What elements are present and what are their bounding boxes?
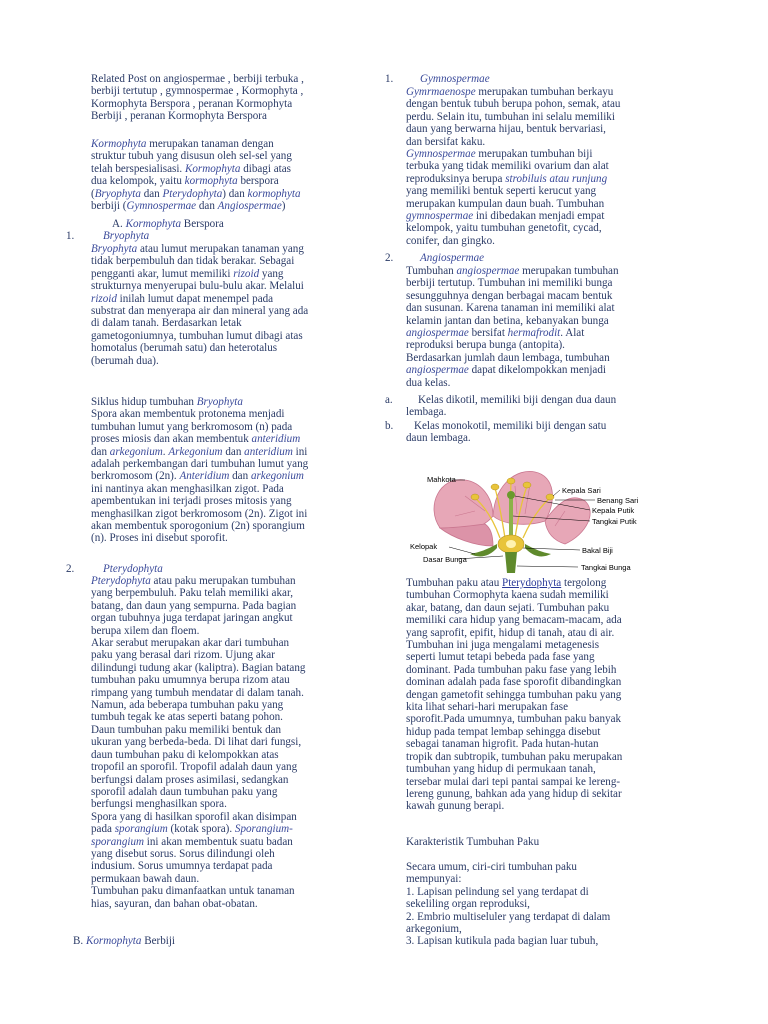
text: organ tubuhnya juga terdapat jaringan angkut <box>91 612 293 625</box>
text: sporofit.Pada umumnya, tumbuhan paku banyak <box>406 713 622 726</box>
text: Secara umum, ciri-ciri tumbuhan paku <box>406 861 577 873</box>
text: kawah gunung berapi. <box>406 800 505 813</box>
text: kita lihat sehari-hari merupakan fase <box>406 701 569 714</box>
stigma <box>507 491 515 499</box>
label-kelopak: Kelopak <box>410 542 438 551</box>
list-number: 2. <box>66 563 75 575</box>
text: Spora akan membentuk protonema menjadi <box>91 408 285 421</box>
sepal-right <box>525 544 551 556</box>
term: Bryophyta <box>91 243 138 255</box>
text: perdu. Selain itu, tumbuhan ini selalu memiliki <box>406 110 615 123</box>
text: yang berpembuluh. Paku telah memiliki akar, <box>91 587 293 600</box>
section-a-heading <box>112 218 224 230</box>
text: menghasilkan zigot berkromosom (2n). Zigot ini <box>91 507 308 520</box>
text: Berspora <box>181 218 224 230</box>
text: dengan gametofit sehingga tumbuhan paku yang <box>406 688 622 701</box>
text: conifer, dan gingko. <box>406 234 495 247</box>
term: angiospermae <box>456 265 520 277</box>
text: gametogoniumnya, tumbuhan lumut dibagi atas <box>91 329 303 342</box>
text: merupakan tumbuhan <box>519 265 619 277</box>
text: tumbuhan yang hidup di permukaan tanah, <box>406 763 596 776</box>
text: berspora <box>237 175 279 188</box>
angiospermae-paragraph <box>406 265 619 389</box>
label-bakal-biji: Bakal Biji <box>582 546 613 555</box>
text: berbiji tertutup. Tumbuhan ini memiliki bunga <box>406 277 613 290</box>
text: berfungsi menghasilkan spora. <box>91 798 227 811</box>
bryophyta-paragraph <box>91 243 308 367</box>
term: Gymnospermae <box>406 148 476 161</box>
text: strukturnya menyerupai bulu-bulu akar. Melalui <box>91 280 304 293</box>
text: ini <box>292 445 308 458</box>
pterydophyta-heading: Pterydophyta <box>103 563 163 575</box>
label-tangkai-putik: Tangkai Putik <box>592 517 637 526</box>
text: di dalam tanah. Berdasarkan letak <box>91 317 242 330</box>
related-posts <box>91 73 304 123</box>
term: Kormophyta <box>184 162 241 175</box>
text: ukuran yang berbeda-beda. Di lihat dari fungsi, <box>91 736 302 749</box>
text: dua kelompok, yaitu <box>91 175 185 188</box>
list-number: 2. <box>385 252 394 264</box>
related-line: berbiji tertutup , gymnospermae , Kormophyta , <box>91 85 304 98</box>
text: B. <box>73 935 86 947</box>
text: 3. Lapisan kutikula pada bagian luar tubuh, <box>406 935 599 948</box>
label-kepala-sari: Kepala Sari <box>562 486 601 495</box>
text: dibagi atas <box>240 162 291 175</box>
text: sporofil adalah daun tumbuhan paku yang <box>91 785 278 798</box>
text: merupakan tumbuhan berkayu <box>475 86 614 98</box>
text: dilindungi tudung akar (kaliptra). Bagian batang <box>91 661 306 674</box>
section-b-heading <box>73 935 175 947</box>
text: sesungguhnya dengan berbagai macam bentuk <box>406 289 613 302</box>
text: (kotak spora). <box>167 823 235 836</box>
text: substrat dan menyerapa air dan mineral yang ada <box>91 305 309 318</box>
term: Sporangium- <box>234 823 293 836</box>
text: atau paku merupakan tumbuhan <box>150 575 296 587</box>
text: dan <box>91 445 110 458</box>
text: rimpang yang tumbuh mendatar di dalam tanah. <box>91 686 304 699</box>
text: merupakan tumbuhan biji <box>475 148 593 161</box>
text: Tumbuhan ini juga mengalami metagenesis <box>406 639 600 652</box>
text: proses miosis dan akan membentuk <box>91 433 252 446</box>
term: rizoid <box>233 267 260 280</box>
text: berbiji ( <box>91 200 127 213</box>
pterydophyta-link[interactable]: Pterydophyta <box>502 577 562 589</box>
text: Siklus hidup tumbuhan <box>91 396 197 408</box>
text: tropik dan subtropik, tumbuhan paku merupakan <box>406 750 623 763</box>
flower-diagram <box>405 466 650 573</box>
text: Berdasarkan jumlah daun lembaga, tumbuhan <box>406 351 610 364</box>
text: dengan bentuk tubuh berupa pohon, semak, atau <box>406 98 621 111</box>
karakteristik-heading: Karakteristik Tumbuhan Paku <box>406 836 540 848</box>
text: berkromosom (2n). <box>91 470 180 483</box>
term: Gymrmaenospe <box>406 86 476 98</box>
dikotil-item <box>406 394 616 419</box>
text: hias, sayuran, dan bahan obat-obatan. <box>91 897 258 910</box>
text: dominan adalah pada fase sporofit dibandingkan <box>406 676 622 689</box>
term: Pterydophyta <box>162 187 223 200</box>
term: rizoid <box>91 292 117 305</box>
flower-stalk <box>505 552 517 573</box>
text: batang, dan daun yang sempurna. Pada bagian <box>91 599 297 612</box>
text: tergolong <box>561 577 607 589</box>
text: tersebar mulai dari tepi pantai sampai ke lereng- <box>406 775 621 788</box>
text: hidup pada tempat lembap sehingga disebut <box>406 725 601 738</box>
text: merupakan kumpulan daun buah. Tumbuhan <box>406 197 605 210</box>
paku-paragraph <box>406 577 622 813</box>
text: dan <box>229 470 251 483</box>
text: dominant. Pada tumbuhan paku fase yang lebih <box>406 663 617 676</box>
term: gymnospermae <box>406 210 474 223</box>
text: reproduksi berupa bunga (antopita). <box>406 339 565 352</box>
style <box>509 496 513 541</box>
text: dapat dikelompokkan menjadi <box>468 364 606 377</box>
text: tumbuhan paku umumnya berupa rizom atau <box>91 674 290 687</box>
text: 2. Embrio multiseluler yang terdapat di dalam <box>406 910 611 923</box>
text: homotalus (berumah satu) dan heterotalus <box>91 342 278 355</box>
text: berfungsi dalam proses asimilasi, sedangkan <box>91 773 289 786</box>
list-marker: b. <box>385 420 394 432</box>
text: Namun, ada beberapa tumbuhan paku yang <box>91 699 284 712</box>
text: inilah lumut dapat menempel pada <box>116 292 274 305</box>
text: A. <box>112 218 126 230</box>
text: kelamin jantan dan betina, kebanyakan bunga <box>406 314 609 327</box>
term: Kormophyta <box>85 935 142 947</box>
text: reproduksinya berupa <box>406 172 506 185</box>
text: Tumbuhan <box>406 265 457 277</box>
text: dan bersifat kaku. <box>406 135 486 148</box>
term: sporangium <box>114 823 168 836</box>
text: pada <box>91 823 115 836</box>
term: anteridium <box>244 445 293 458</box>
term: strobiluis atau runjung <box>505 172 608 185</box>
term: Kormophyta <box>125 218 182 230</box>
text: merupakan tanaman dengan <box>146 138 274 150</box>
text: kelompok, yaitu tumbuhan genetofit, cycad, <box>406 222 602 235</box>
label-tangkai-bunga: Tangkai Bunga <box>581 563 631 572</box>
text: lembaga. <box>406 406 447 419</box>
text: dan susunan. Karena tanaman ini memiliki alat <box>406 302 615 315</box>
text: . Alat <box>560 327 585 340</box>
petal-shape <box>434 480 493 531</box>
term: arkegonium <box>250 470 304 483</box>
text: dua kelas. <box>406 376 451 389</box>
angiospermae-heading: Angiospermae <box>420 252 485 264</box>
bryophyta-heading: Bryophyta <box>103 230 150 242</box>
text: adalah perkembangan dari tumbuhan lumut yang <box>91 458 309 471</box>
term: Kormophyta <box>91 138 147 150</box>
text: 1. Lapisan pelindung sel yang terdapat di <box>406 885 589 898</box>
text: arkegonium, <box>406 923 462 936</box>
text: ini dibedakan menjadi empat <box>473 210 605 223</box>
text: daun yang berwarna hijau, bentuk bervariasi, <box>406 123 606 136</box>
text: akan membentuk sporogonium (2n) sporangium <box>91 520 305 533</box>
term: Gymnospermae <box>126 200 197 213</box>
term: Pterydophyta <box>91 575 151 587</box>
term: sporangium <box>91 835 145 848</box>
text: memiliki cara hidup yang bemacam-macam, ada <box>406 614 622 627</box>
text: daun lembaga. <box>406 432 471 445</box>
text: tumbuhan lumut yang berkromosom (n) pada <box>91 420 293 433</box>
text: terbuka yang tidak memiliki ovarium dan alat <box>406 160 609 173</box>
term: kormophyta <box>184 175 238 188</box>
list-number: 1. <box>385 73 394 85</box>
text: yang <box>259 267 284 280</box>
label-kepala-putik: Kepala Putik <box>592 506 635 515</box>
text: lereng gunung, bahkan ada yang hidup di sekitar <box>406 787 622 800</box>
term: Arkegonium <box>168 445 223 458</box>
text: akar, batang, dan daun sejati. Tumbuhan paku <box>406 601 610 614</box>
gymnospermae-paragraph <box>406 86 620 247</box>
text: ) <box>281 200 286 213</box>
text: berupa xilem dan floem. <box>91 624 200 637</box>
term: angiospermae <box>406 327 469 340</box>
term: Bryophyta <box>196 396 243 408</box>
text: paku yang berasal dari rizom. Ujung akar <box>91 649 275 662</box>
text: yang disebut sorus. Sorus dilindungi oleh <box>91 847 275 860</box>
term: Bryophyta <box>94 187 141 200</box>
list-number: 1. <box>66 230 75 242</box>
related-line: Related Post on angiospermae , berbiji terbuka , <box>91 73 304 85</box>
text: pengganti akar, lumut memiliki <box>91 267 234 280</box>
gymnospermae-heading: Gymnospermae <box>420 73 490 85</box>
ovule <box>506 540 516 548</box>
text: daun tumbuhan paku di kelompokkan atas <box>91 748 279 761</box>
text: Akar serabut merupakan akar dari tumbuhan <box>91 637 290 650</box>
text: permukaan bawah daun. <box>91 872 200 885</box>
label-mahkota: Mahkota <box>427 475 456 484</box>
text: sebagai tanaman higrofit. Pada hutan-hutan <box>406 738 599 751</box>
text: yang saprofit, epifit, hidup di tanah, atau di air. <box>406 626 615 639</box>
text: Tumbuhan paku atau <box>406 577 503 589</box>
text: Berbiji <box>141 935 176 947</box>
text: Tumbuhan paku dimanfaatkan untuk tanaman <box>91 885 295 898</box>
text: dan <box>140 187 163 200</box>
term: Angiospermae <box>217 200 282 213</box>
label-benang-sari: Benang Sari <box>597 496 639 505</box>
term: Anteridium <box>179 470 230 483</box>
text: ) dan <box>222 187 248 200</box>
text: tropofil an sporofil. Tropofil adalah daun yang <box>91 761 298 774</box>
text: dan <box>222 445 245 458</box>
text: struktur tubuh yang disusun oleh sel-sel yang <box>91 150 292 163</box>
text: telah berspesialisasi. <box>91 162 185 175</box>
text: ( <box>91 187 95 200</box>
karakteristik-paragraph <box>406 861 610 948</box>
related-line: Berbiji , peranan Kormophyta Berspora <box>91 110 267 123</box>
intro-paragraph <box>91 138 301 212</box>
term: kormophyta <box>247 187 301 200</box>
text: mempunyai: <box>406 873 462 886</box>
list-marker: a. <box>385 394 393 406</box>
text: Kelas monokotil, memiliki biji dengan satu <box>414 420 607 432</box>
text: atau lumut merupakan tanaman yang <box>137 243 304 255</box>
text: (berumah dua). <box>91 354 159 367</box>
text: tidak berpembuluh dan tidak berakar. Sebagai <box>91 255 295 268</box>
term: hermafrodit <box>507 327 561 340</box>
text: dan <box>196 200 218 213</box>
text: seperti lumut tetapi bebeda pada fase yang <box>406 651 595 664</box>
text: apembentukan ini terjadi proses mitosis yang <box>91 495 292 508</box>
text: Daun tumbuhan paku memiliki bentuk dan <box>91 723 282 736</box>
term: anteridium <box>251 433 301 446</box>
text: Spora yang di hasilkan sporofil akan disimpan <box>91 810 297 823</box>
term: angiospermae <box>406 364 469 377</box>
text: indusium. Sorus umumnya terdapat pada <box>91 860 273 873</box>
text: bersifat <box>468 327 508 340</box>
text: ini nantinya akan menghasilkan zigot. Pada <box>91 482 284 495</box>
text: yang memiliki bentuk seperti kerucut yang <box>406 185 597 198</box>
siklus-paragraph <box>91 396 308 545</box>
text: tumbuhan Cormophyta kaena sudah memiliki <box>406 589 609 602</box>
term: arkegonium <box>109 445 163 458</box>
monokotil-item <box>406 420 606 445</box>
text: sekeliling organ reproduksi, <box>406 898 530 911</box>
text: (n). Proses ini disebut sporofit. <box>91 532 228 545</box>
text: tumbuh tegak ke atas seperti batang pohon. <box>91 711 283 724</box>
text: . <box>162 445 169 458</box>
text: Kelas dikotil, memiliki biji dengan dua daun <box>418 394 617 406</box>
pterydophyta-paragraph <box>91 575 305 910</box>
text: ini akan membentuk suatu badan <box>144 835 293 848</box>
label-dasar-bunga: Dasar Bunga <box>423 555 467 564</box>
related-line: Kormophyta Berspora , peranan Kormophyta <box>91 97 293 110</box>
